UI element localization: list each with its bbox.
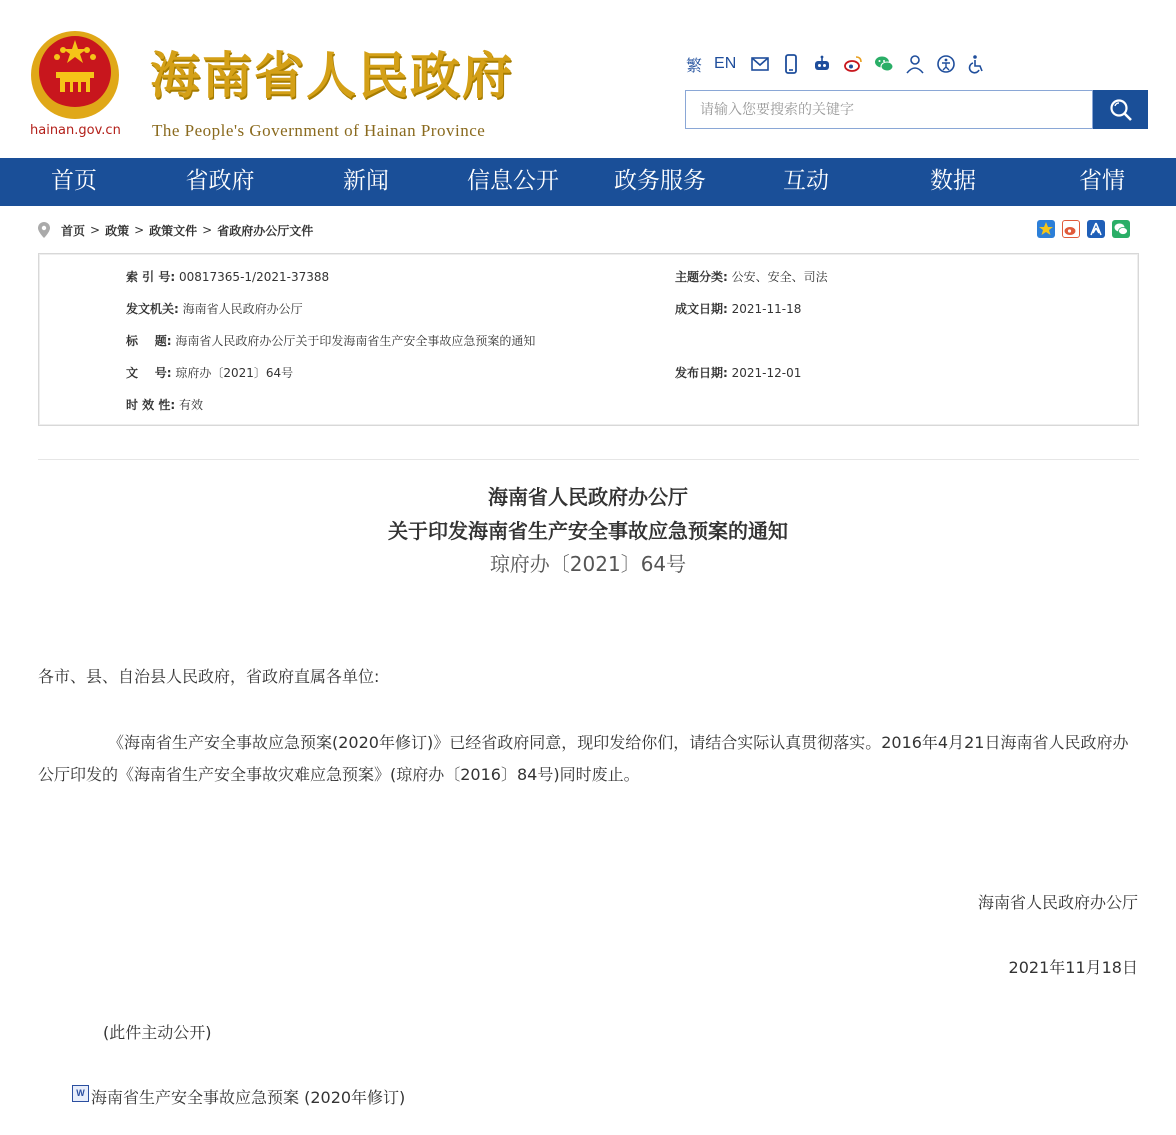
- meta-index-value: 00817365-1/2021-37388: [178, 270, 330, 284]
- meta-docno-value: 琼府办〔2021〕64号: [175, 366, 294, 380]
- meta-index-label: 索 引 号:: [126, 270, 176, 284]
- weibo-icon[interactable]: [841, 52, 865, 76]
- breadcrumb-policy[interactable]: 政策: [105, 223, 130, 238]
- breadcrumb-policy-documents[interactable]: 政策文件: [149, 223, 198, 238]
- meta-published-label: 发布日期:: [675, 366, 728, 380]
- meta-issuer-value: 海南省人民政府办公厅: [182, 302, 303, 316]
- national-emblem-icon: [30, 30, 120, 120]
- accessibility-icon[interactable]: [934, 52, 958, 76]
- meta-doc-number: [126, 364, 293, 381]
- meta-title: [126, 332, 535, 349]
- meta-title-label: 标 题:: [126, 334, 172, 348]
- document-title-line2: 关于印发海南省生产安全事故应急预案的通知: [388, 519, 788, 543]
- document-disclosure-note: (此件主动公开): [103, 1023, 212, 1042]
- meta-topic-value: 公安、安全、司法: [731, 270, 828, 284]
- document-title-line1: 海南省人民政府办公厅: [488, 485, 688, 509]
- mobile-icon[interactable]: [779, 52, 803, 76]
- document-date: 2021年11月18日: [1008, 958, 1138, 977]
- main-nav: [0, 158, 1176, 206]
- meta-validity-value: 有效: [178, 398, 203, 412]
- search-bar: [685, 90, 1148, 129]
- site-domain: hainan.gov.cn: [30, 123, 121, 138]
- elderly-mode-icon[interactable]: [965, 52, 989, 76]
- nav-item-government-services[interactable]: 政务服务: [614, 168, 706, 194]
- meta-index: [126, 268, 329, 285]
- meta-created-value: 2021-11-18: [731, 302, 802, 316]
- nav-item-provincial-government[interactable]: 省政府: [185, 168, 255, 194]
- meta-docno-label: 文 号:: [126, 366, 172, 380]
- user-icon[interactable]: [903, 52, 927, 76]
- location-pin-icon: [38, 222, 50, 238]
- site-header: [0, 0, 1176, 158]
- breadcrumb-office-documents[interactable]: 省政府办公厅文件: [217, 223, 314, 238]
- document-signature: 海南省人民政府办公厅: [977, 893, 1138, 912]
- mail-icon[interactable]: [748, 52, 772, 76]
- breadcrumb-separator: >: [134, 223, 145, 237]
- meta-issuer-label: 发文机关:: [126, 302, 179, 316]
- content-divider: [38, 459, 1139, 460]
- document-number: 琼府办〔2021〕64号: [489, 552, 687, 576]
- share-weibo-icon[interactable]: [1062, 220, 1080, 238]
- nav-item-interaction[interactable]: 互动: [783, 168, 829, 194]
- meta-published-value: 2021-12-01: [731, 366, 802, 380]
- breadcrumb-home[interactable]: 首页: [61, 223, 86, 238]
- header-tools: [686, 50, 996, 78]
- meta-created-label: 成文日期:: [675, 302, 728, 316]
- search-button[interactable]: [1093, 90, 1148, 129]
- search-icon: [1108, 97, 1134, 123]
- share-bar: [1037, 220, 1137, 238]
- share-wechat-icon[interactable]: [1112, 220, 1130, 238]
- breadcrumb-separator: >: [202, 223, 213, 237]
- meta-validity: [126, 396, 203, 413]
- site-title[interactable]: 海南省人民政府: [150, 46, 514, 105]
- nav-item-data[interactable]: 数据: [930, 168, 976, 194]
- breadcrumb: [38, 221, 313, 239]
- search-input[interactable]: [685, 90, 1093, 129]
- document-metadata-box: [38, 253, 1139, 426]
- nav-item-home[interactable]: 首页: [51, 168, 97, 194]
- meta-title-value: 海南省人民政府办公厅关于印发海南省生产安全事故应急预案的通知: [175, 334, 536, 348]
- attachment-link[interactable]: [72, 1085, 405, 1108]
- nav-item-news[interactable]: 新闻: [343, 168, 389, 194]
- site-subtitle: The People's Government of Hainan Province: [152, 121, 486, 140]
- nav-item-province-overview[interactable]: 省情: [1079, 168, 1125, 194]
- meta-created-date: [675, 300, 801, 317]
- meta-topic: [675, 268, 828, 285]
- english-link[interactable]: EN: [714, 55, 737, 72]
- document-salutation: 各市、县、自治县人民政府，省政府直属各单位:: [38, 667, 380, 686]
- meta-issuer: [126, 300, 303, 317]
- traditional-chinese-link[interactable]: 繁: [686, 57, 703, 75]
- nav-item-info-disclosure[interactable]: 信息公开: [467, 168, 559, 194]
- share-qzone-icon[interactable]: [1037, 220, 1055, 238]
- share-renren-icon[interactable]: [1087, 220, 1105, 238]
- attachment-name[interactable]: 海南省生产安全事故应急预案 (2020年修订): [91, 1088, 406, 1107]
- document-paragraph: 《海南省生产安全事故应急预案(2020年修订)》已经省政府同意，现印发给你们，请结合实际认真贯彻落实。2016年4月21日海南省人民政府办公厅印发的《海南省生产安全事故灾难应急预案》(琼府办〔2016〕84号)同时废止。: [38, 733, 1129, 784]
- wechat-icon[interactable]: [872, 52, 896, 76]
- breadcrumb-separator: >: [90, 223, 101, 237]
- meta-published-date: [675, 364, 801, 381]
- word-file-icon: W: [72, 1085, 89, 1102]
- meta-topic-label: 主题分类:: [675, 270, 728, 284]
- meta-validity-label: 时 效 性:: [126, 398, 176, 412]
- robot-icon[interactable]: [810, 52, 834, 76]
